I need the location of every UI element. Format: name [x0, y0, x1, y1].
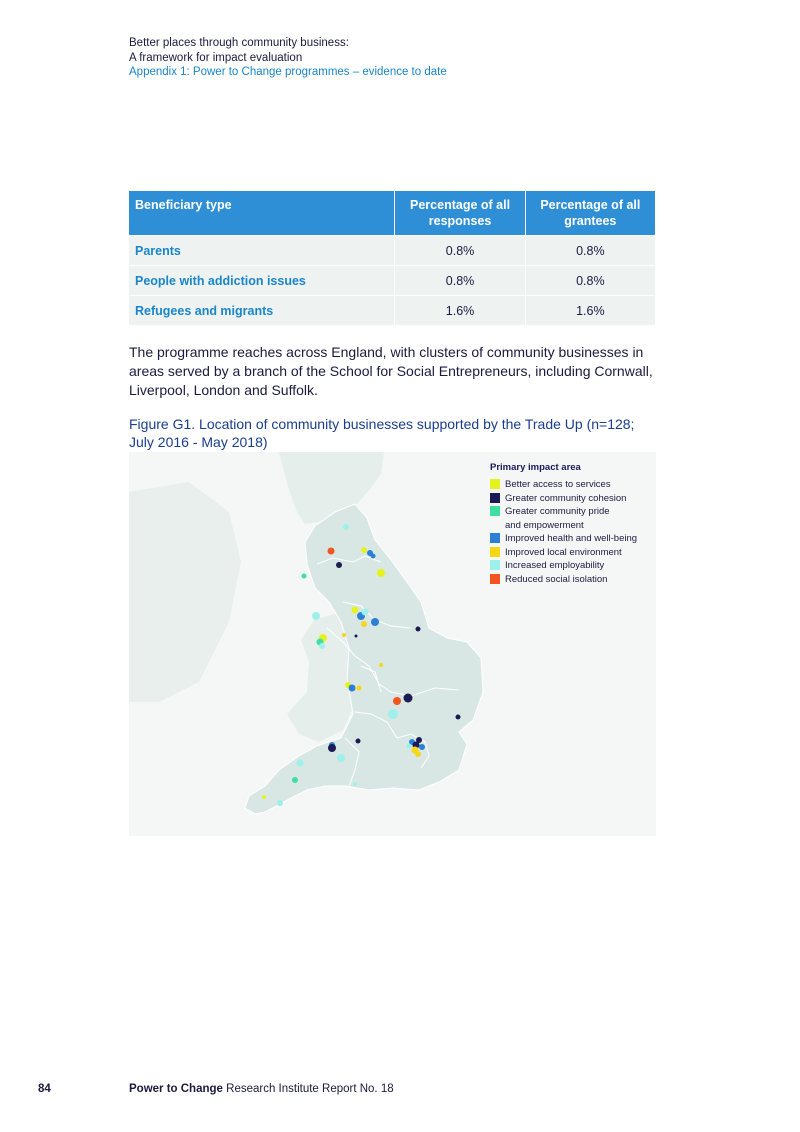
table-cell-type: Parents: [129, 236, 395, 266]
location-marker: [349, 685, 356, 692]
location-marker: [407, 744, 412, 749]
legend-title: Primary impact area: [490, 462, 581, 473]
location-marker: [353, 782, 357, 786]
location-marker: [377, 569, 385, 577]
location-marker: [352, 607, 359, 614]
location-marker: [379, 663, 383, 667]
location-marker: [343, 524, 349, 530]
location-marker: [357, 686, 362, 691]
location-marker: [328, 744, 336, 752]
location-marker: [361, 621, 367, 627]
location-marker: [371, 618, 379, 626]
table-cell-grantees: 0.8%: [525, 236, 655, 266]
map-legend: [490, 462, 637, 586]
legend-item-community-cohesion: [490, 492, 637, 506]
footer-org: Power to Change: [129, 1083, 223, 1095]
legend-label: Reduced social isolation: [505, 573, 608, 585]
location-marker: [416, 737, 422, 743]
location-marker: [342, 633, 346, 637]
location-marker: [416, 627, 421, 632]
footer-report-title: [129, 1083, 394, 1095]
location-marker: [419, 744, 425, 750]
table-cell-grantees: 1.6%: [525, 296, 655, 326]
location-marker: [336, 562, 342, 568]
table-cell-type: Refugees and migrants: [129, 296, 395, 326]
beneficiary-table: [129, 191, 655, 325]
legend-swatch: [490, 560, 500, 570]
location-marker: [371, 554, 376, 559]
page-number: 84: [38, 1083, 51, 1095]
location-marker: [361, 547, 367, 553]
table-row: [129, 236, 655, 266]
table-row: [129, 266, 655, 296]
location-marker: [456, 715, 461, 720]
table-header-grantees: Percentage of all grantees: [525, 191, 655, 236]
legend-item-social-isolation: [490, 573, 637, 587]
table-cell-responses: 0.8%: [395, 266, 525, 296]
location-marker: [292, 777, 298, 783]
location-marker: [393, 697, 401, 705]
location-marker: [297, 760, 304, 767]
legend-label: Improved local environment: [505, 546, 622, 558]
legend-label: Increased employability: [505, 560, 605, 571]
table-cell-responses: 0.8%: [395, 236, 525, 266]
table-cell-type: People with addiction issues: [129, 266, 395, 296]
figure-caption: Figure G1. Location of community businesses supported by the Trade Up (n=128; July 2016 - May 2018): [129, 416, 635, 450]
header-section: Appendix 1: Power to Change programmes – evidence to date: [129, 66, 447, 78]
table-cell-responses: 1.6%: [395, 296, 525, 326]
location-marker: [312, 612, 320, 620]
location-marker: [388, 709, 398, 719]
legend-label: Better access to services: [505, 479, 611, 490]
legend-label: Greater community pride and empowerment: [505, 506, 610, 531]
legend-item-health-wellbeing: [490, 532, 637, 546]
location-marker: [362, 609, 369, 616]
legend-item-community-pride: [490, 505, 637, 532]
location-marker: [356, 739, 361, 744]
location-marker: [302, 574, 307, 579]
location-marker: [328, 548, 335, 555]
location-marker: [262, 795, 266, 799]
legend-swatch: [490, 506, 500, 516]
location-marker: [277, 800, 283, 806]
location-marker: [355, 635, 358, 638]
legend-swatch: [490, 479, 500, 489]
location-marker: [319, 643, 325, 649]
legend-swatch: [490, 533, 500, 543]
legend-item-employability: [490, 559, 637, 573]
location-marker: [415, 751, 421, 757]
table-header-beneficiary-type: Beneficiary type: [129, 191, 395, 236]
running-header: [129, 36, 447, 80]
table-cell-grantees: 0.8%: [525, 266, 655, 296]
table-row: [129, 296, 655, 326]
legend-label: Greater community cohesion: [505, 492, 627, 504]
location-marker: [337, 754, 345, 762]
legend-swatch: [490, 574, 500, 584]
legend-swatch: [490, 547, 500, 557]
legend-label: Improved health and well-being: [505, 533, 638, 544]
header-title: Better places through community business:: [129, 37, 349, 49]
table-header-responses: Percentage of all responses: [395, 191, 525, 236]
legend-swatch: [490, 493, 500, 503]
body-paragraph: The programme reaches across England, with clusters of community businesses in areas served by a branch of the School for Social Entrepreneurs, including Cornwall, Liverpool, London and Suffolk.: [129, 344, 653, 398]
scotland-landmass: [279, 452, 384, 524]
header-subtitle: A framework for impact evaluation: [129, 51, 303, 64]
legend-item-local-environment: [490, 546, 637, 560]
ireland-landmass: [129, 482, 241, 702]
footer-report: Research Institute Report No. 18: [222, 1083, 394, 1095]
location-marker: [404, 694, 413, 703]
legend-item-better-access: [490, 478, 637, 492]
